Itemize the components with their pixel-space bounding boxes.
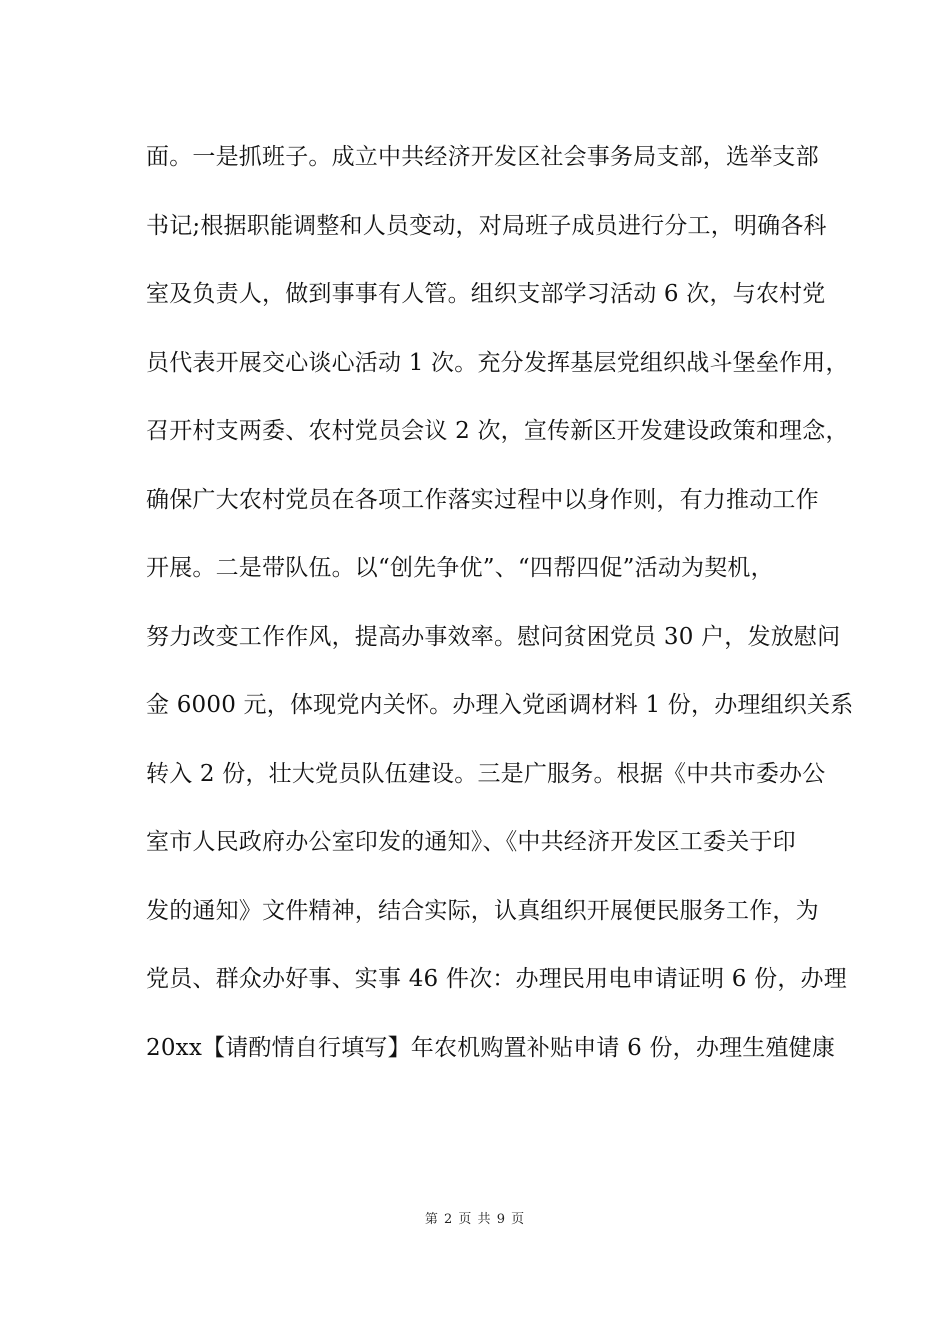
text-line: 开展。二是带队伍。以“创先争优”、“四帮四促”活动为契机，	[146, 555, 774, 581]
text-line: 室及负责人，做到事事有人管。组织支部学习活动 6 次，与农村党	[146, 281, 826, 307]
text-line: 努力改变工作作风，提高办事效率。慰问贫困党员 30 户，发放慰问	[146, 623, 841, 650]
text-line: 室市人民政府办公室印发的通知》、《中共经济开发区工委关于印	[146, 829, 796, 855]
page-number-footer: 第 2 页 共 9 页	[424, 1212, 526, 1227]
text-line: 金 6000 元，体现党内关怀。办理入党函调材料 1 份，办理组织关系	[146, 692, 854, 718]
text-line: 20xx【请酌情自行填写】年农机购置补贴申请 6 份，办理生殖健康	[146, 1034, 836, 1061]
text-line: 确保广大农村党员在各项工作落实过程中以身作则，有力推动工作	[146, 486, 819, 513]
text-line: 面。一是抓班子。成立中共经济开发区社会事务局支部，选举支部	[146, 144, 819, 170]
text-line: 书记;根据职能调整和人员变动，对局班子成员进行分工，明确各科	[146, 212, 827, 239]
text-line: 员代表开展交心谈心活动 1 次。充分发挥基层党组织战斗堡垒作用，	[146, 349, 849, 376]
text-line: 党员、群众办好事、实事 46 件次：办理民用电申请证明 6 份，办理	[146, 966, 847, 992]
text-line: 转入 2 份，壮大党员队伍建设。三是广服务。根据《中共市委办公	[146, 760, 826, 787]
text-line: 召开村支两委、农村党员会议 2 次，宣传新区开发建设政策和理念，	[146, 418, 849, 444]
body-paragraph	[146, 134, 854, 1093]
text-line: 发的通知》文件精神，结合实际，认真组织开展便民服务工作，为	[146, 897, 819, 924]
